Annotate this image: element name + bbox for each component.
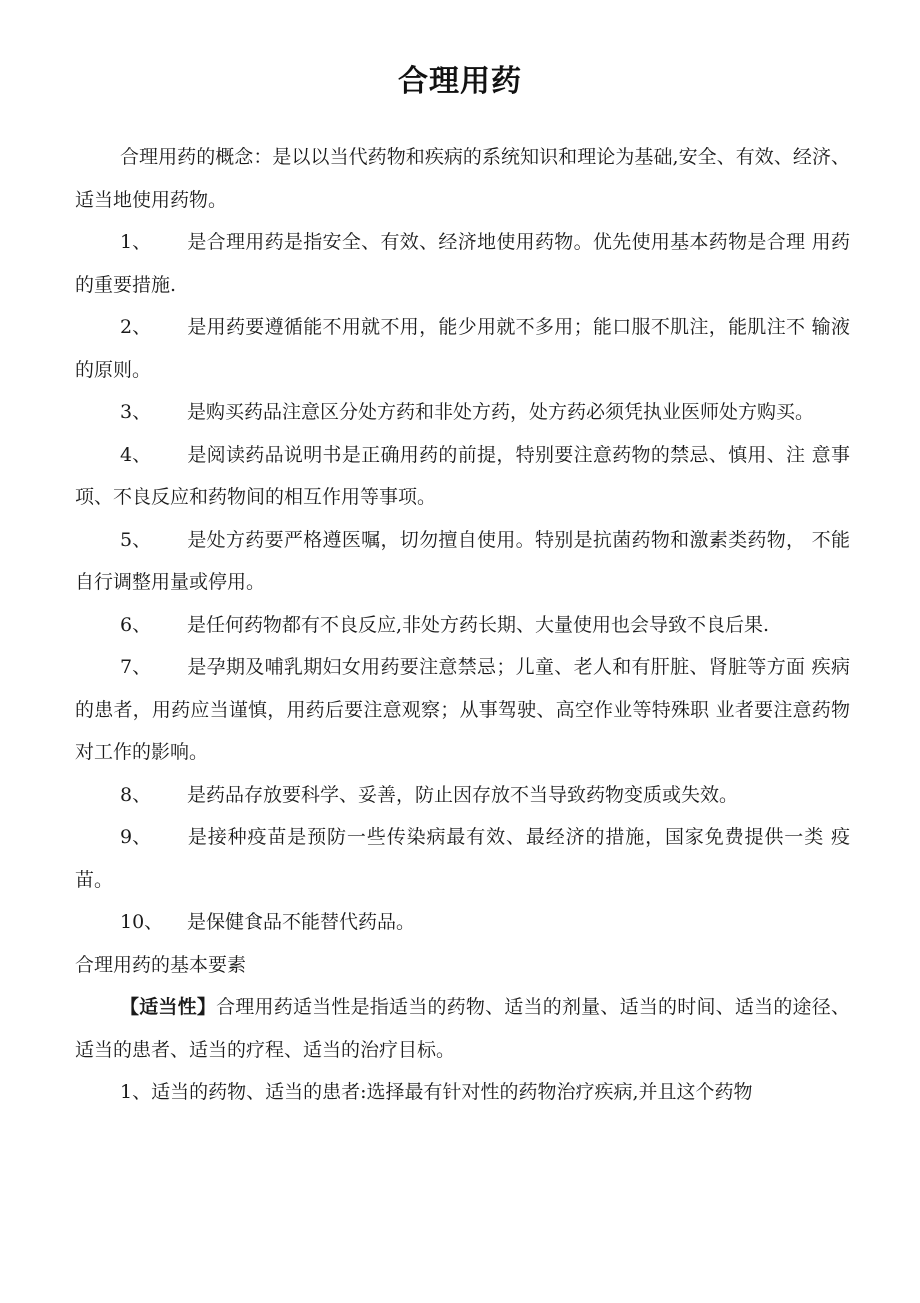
point-1-paragraph: 1、适当的药物、适当的患者:选择最有针对性的药物治疗疾病,并且这个药物: [120, 1081, 753, 1103]
item-text: 是任何药物都有不良反应,非处方药长期、大量使用也会导致不良后果.: [187, 613, 770, 636]
list-item: [75, 816, 850, 901]
list-item: [75, 774, 850, 817]
document-body: [75, 136, 850, 1114]
list-item: [75, 901, 850, 944]
item-text: 是接种疫苗是预防一些传染病最有效、最经济的措施，国家免费提供一类 疫苗。: [75, 826, 850, 891]
item-text: 是阅读药品说明书是正确用药的前提，特别要注意药物的禁忌、慎用、注 意事项、不良反应和药物间的相互作用等事项。: [75, 443, 850, 508]
item-text: 是购买药品注意区分处方药和非处方药，处方药必须凭执业医师处方购买。: [187, 401, 815, 423]
item-number: 9、: [120, 826, 152, 848]
list-item: [75, 391, 850, 434]
item-text: 是孕期及哺乳期妇女用药要注意禁忌；儿童、老人和有肝脏、肾脏等方面 疾病的患者，用药应当谨慎，用药后要注意观察；从事驾驶、高空作业等特殊职 业者要注意药物对工作的影响。: [75, 656, 850, 763]
list-item: [75, 519, 850, 604]
list-item: [75, 306, 850, 391]
item-number: 7、: [120, 656, 152, 678]
appropriateness-text: 合理用药适当性是指适当的药物、适当的剂量、适当的时间、适当的途径、适当的患者、适当的疗程、适当的治疗目标。: [75, 996, 850, 1061]
item-number: 6、: [120, 613, 152, 636]
item-number: 1、: [120, 231, 152, 253]
item-text: 是保健食品不能替代药品。: [187, 911, 416, 933]
item-number: 4、: [120, 443, 152, 466]
item-number: 3、: [120, 401, 152, 423]
item-number: 2、: [120, 316, 152, 338]
intro-paragraph: 合理用药的概念：是以以当代药物和疾病的系统知识和理论为基础,安全、有效、经济、适当地使用药物。: [75, 146, 850, 211]
appropriateness-tag: 【适当性】: [120, 996, 217, 1018]
item-text: 是用药要遵循能不用就不用，能少用就不多用；能口服不肌注，能肌注不 输液的原则。: [75, 316, 850, 381]
item-number: 8、: [120, 783, 152, 806]
list-item: [75, 646, 850, 774]
item-text: 是合理用药是指安全、有效、经济地使用药物。优先使用基本药物是合理 用药的重要措施.: [75, 231, 850, 296]
document-title: 合理用药: [398, 64, 522, 99]
item-number: 5、: [120, 528, 152, 551]
list-item: [75, 221, 850, 306]
section-heading: 合理用药的基本要素: [75, 953, 247, 976]
item-number: 10、: [120, 911, 164, 933]
item-text: 是药品存放要科学、妥善，防止因存放不当导致药物变质或失效。: [187, 783, 739, 806]
item-text: 是处方药要严格遵医嘱，切勿擅自使用。特别是抗菌药物和激素类药物， 不能自行调整用量或停用。: [75, 528, 850, 593]
list-item: [75, 604, 850, 647]
list-item: [75, 434, 850, 519]
appropriateness-paragraph: [75, 986, 850, 1071]
